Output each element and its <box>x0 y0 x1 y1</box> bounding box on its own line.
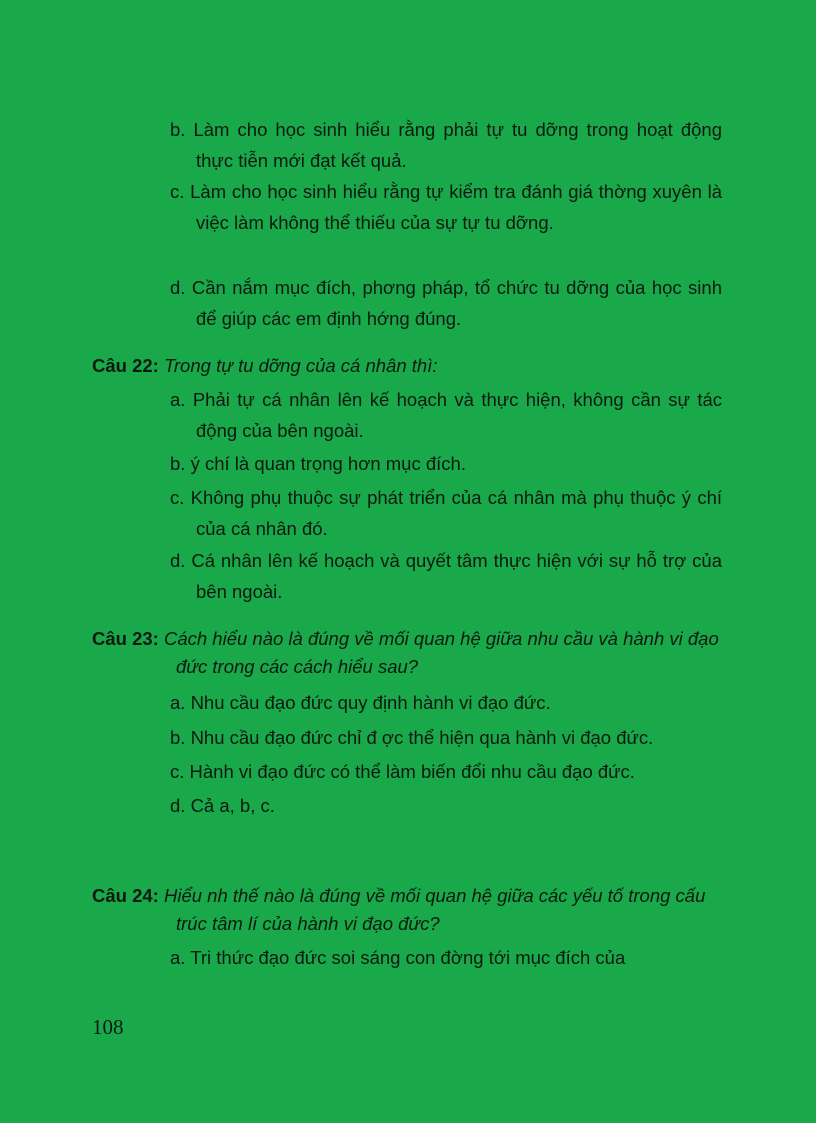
answer-c-q23: c. Hành vi đạo đức có thể làm biến đổi nhu cầu đạo đức. <box>170 761 635 782</box>
page-number: 108 <box>92 1015 124 1039</box>
question-text: Hiểu nh thế nào là đúng về mối quan hệ giữa các yếu tố trong cấu trúc tâm lí của hành vi đạo đức? <box>163 885 706 934</box>
answer-a-q22: a. Phải tự cá nhân lên kế hoạch và thực hiện, không cần sự tác động của bên ngoài. <box>170 389 722 441</box>
question-label: Câu 22: <box>92 355 159 376</box>
answer-d-q22: d. Cá nhân lên kế hoạch và quyết tâm thực hiện với sự hỗ trợ của bên ngoài. <box>170 550 722 602</box>
answer-d-q21: d. Cần nắm mục đích, phơng pháp, tổ chức tu dỡng của học sinh để giúp các em định hớng đúng. <box>170 277 722 329</box>
answer-b-q21: b. Làm cho học sinh hiểu rằng phải tự tu dỡng trong hoạt động thực tiễn mới đạt kết quả. <box>170 119 722 171</box>
answer-a-q23: a. Nhu cầu đạo đức quy định hành vi đạo đức. <box>170 692 551 713</box>
answer-c-q21: c. Làm cho học sinh hiểu rằng tự kiểm tra đánh giá thờng xuyên là việc làm không thể thiếu của sự tự tu dỡng. <box>170 181 722 233</box>
answer-a-q24: a. Tri thức đạo đức soi sáng con đờng tới mục đích của <box>170 947 626 968</box>
question-label: Câu 24: <box>92 885 159 906</box>
question-23 <box>92 625 724 681</box>
question-22 <box>92 352 724 380</box>
question-text: Trong tự tu dỡng của cá nhân thì: <box>163 355 438 376</box>
answer-c-q22: c. Không phụ thuộc sự phát triển của cá nhân mà phụ thuộc ý chí của cá nhân đó. <box>170 487 722 539</box>
answer-d-q23: d. Cả a, b, c. <box>170 795 275 816</box>
question-label: Câu 23: <box>92 628 159 649</box>
question-24 <box>92 882 724 938</box>
answer-b-q22: b. ý chí là quan trọng hơn mục đích. <box>170 453 466 474</box>
question-text: Cách hiểu nào là đúng về mối quan hệ giữa nhu cầu và hành vi đạo đức trong các cách hiểu sau? <box>163 628 719 677</box>
answer-b-q23: b. Nhu cầu đạo đức chỉ đ ợc thể hiện qua hành vi đạo đức. <box>170 727 654 748</box>
